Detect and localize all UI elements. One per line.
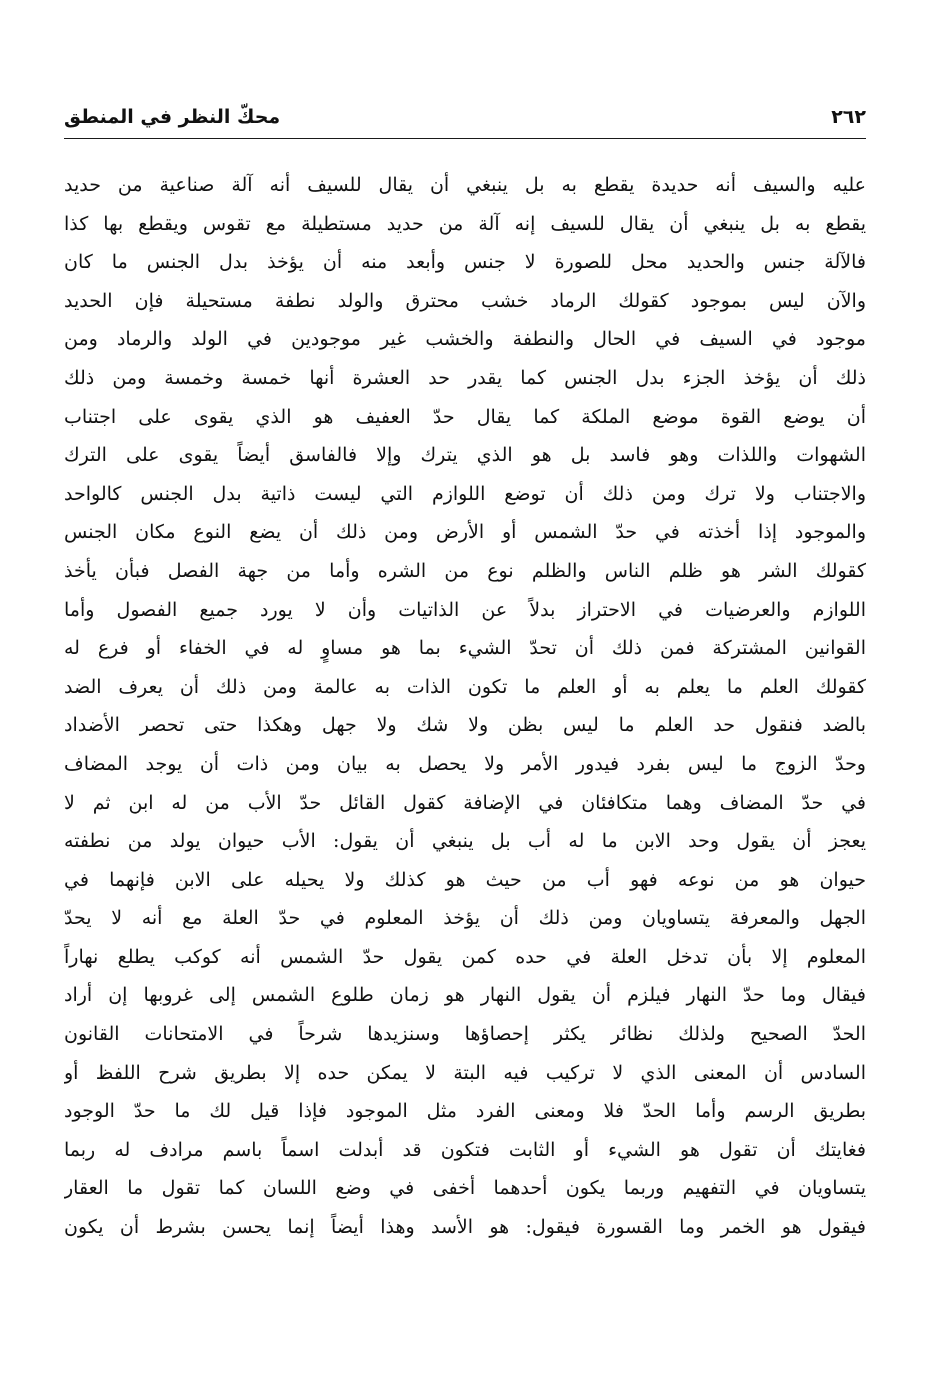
text-line: فغايتك أن تقول هو الشيء أو الثابت فتكون قد أبدلت اسماً باسم مرادف له ربما (64, 1138, 866, 1161)
text-line: القوانين المشتركة فمن ذلك أن تحدّ الشيء بما هو مساوٍ له في الخفاء أو فرع له (64, 637, 866, 660)
text-line: وحدّ الزوج ما ليس بفرد فيدور الأمر ولا يحصل به بيان ومن ذات أن يوجد المضاف (64, 752, 866, 775)
text-line: فيقول هو الخمر وما القسورة فيقول: هو الأسد وهذا أيضاً إنما يحسن بشرط أن يكون (64, 1216, 866, 1239)
text-line: أن يوضع القوة موضع الملكة كما يقال حدّ العفيف هو الذي يقوى على اجتناب (64, 405, 866, 428)
text-line: فالآلة جنس والحديد محل للصورة لا جنس وأبعد منه أن يؤخذ بدل الجنس ما كان (64, 251, 866, 274)
text-line: ذلك أن يؤخذ الجزء بدل الجنس كما يقدر حد العشرة أنها خمسة وخمسة ومن ذلك (64, 366, 866, 389)
text-line: السادس أن المعنى الذي لا تركيب فيه البتة لا يمكن حده إلا بطريق شرح اللفظ أو (64, 1061, 866, 1084)
running-title: محكّ النظر في المنطق (64, 106, 281, 128)
text-line: الحدّ الصحيح ولذلك نظائر يكثر إحصاؤها وسنزيدها شرحاً في الامتحانات القانون (64, 1023, 866, 1046)
text-line: بالضد فنقول حد العلم ما ليس بظن ولا شك ولا جهل وهكذا حتى تحصر الأضداد (64, 714, 866, 737)
text-line: عليه والسيف أنه حديدة يقطع به بل ينبغي أن يقال للسيف أنه آلة صناعية من حديد (64, 174, 866, 196)
text-line: والموجود إذا أخذته في حدّ الشمس أو الأرض ومن ذلك أن يضع النوع مكان الجنس (64, 521, 866, 544)
text-line: فيقال وما حدّ النهار فيلزم أن يقول النهار هو زمان طلوع الشمس إلى غروبها إن أراد (64, 984, 866, 1007)
text-line: اللوازم والعرضيات في الاحتراز بدلاً عن الذاتيات وأن لا يورد جميع الفصول وأما (64, 598, 866, 621)
text-line: المعلوم إلا بأن تدخل العلة في حده كمن يقول حدّ الشمس أنه كوكب يطلع نهاراً (64, 945, 866, 968)
text-line: في حدّ المضاف وهما متكافئان في الإضافة كقول القائل حدّ الأب من له ابن ثم لا (64, 791, 866, 814)
text-line: الجهل والمعرفة يتساويان ومن ذلك أن يؤخذ المعلوم في حدّ العلة مع أنه لا يحدّ (64, 907, 866, 930)
text-line: يعجز أن يقول وحد الابن ما له أب بل ينبغي أن يقول: الأب حيوان يولد من نطفته (64, 830, 866, 853)
text-line: يتساويان في التفهيم وربما يكون أحدهما أخفى في وضع اللسان كما تقول ما العقار (64, 1177, 866, 1200)
text-line: كقولك الشر هو ظلم الناس والظلم نوع من الشره وأما من جهة الفصل فبأن يأخذ (64, 559, 866, 582)
body-text (64, 166, 866, 1247)
text-line: الشهوات واللذات وهو فاسد بل هو الذي يترك وإلا فالفاسق أيضاً يقوى على الترك (64, 444, 866, 467)
text-line: والاجتناب ولا ترك ومن ذلك أن توضع اللوازم التي ليست ذاتية بدل الجنس كالواحد (64, 482, 866, 505)
page-header (64, 104, 866, 139)
page-number: ٢٦٢ (831, 106, 866, 128)
text-line: يقطع به بل ينبغي أن يقال للسيف إنه آلة من حديد مستطيلة مع تقوس ويقطع بها كذا (64, 212, 866, 235)
text-line: كقولك العلم ما يعلم به أو العلم ما تكون الذات به عالمة ومن ذلك أن يعرف الضد (64, 675, 866, 698)
text-line: حيوان هو من نوعه فهو أب من حيث هو كذلك ولا يحيله على الابن فإنهما في (64, 868, 866, 891)
text-line: والآن ليس بموجود كقولك الرماد خشب محترق والولد نطفة مستحيلة فإن الحديد (64, 289, 866, 312)
text-line: بطريق الرسم وأما الحدّ فلا ومعنى الفرد مثل الموجود فإذا قيل لك ما حدّ الوجود (64, 1100, 866, 1123)
text-line: موجود في السيف في الحال والنطفة والخشب غير موجودين في الولد والرماد ومن (64, 328, 866, 351)
